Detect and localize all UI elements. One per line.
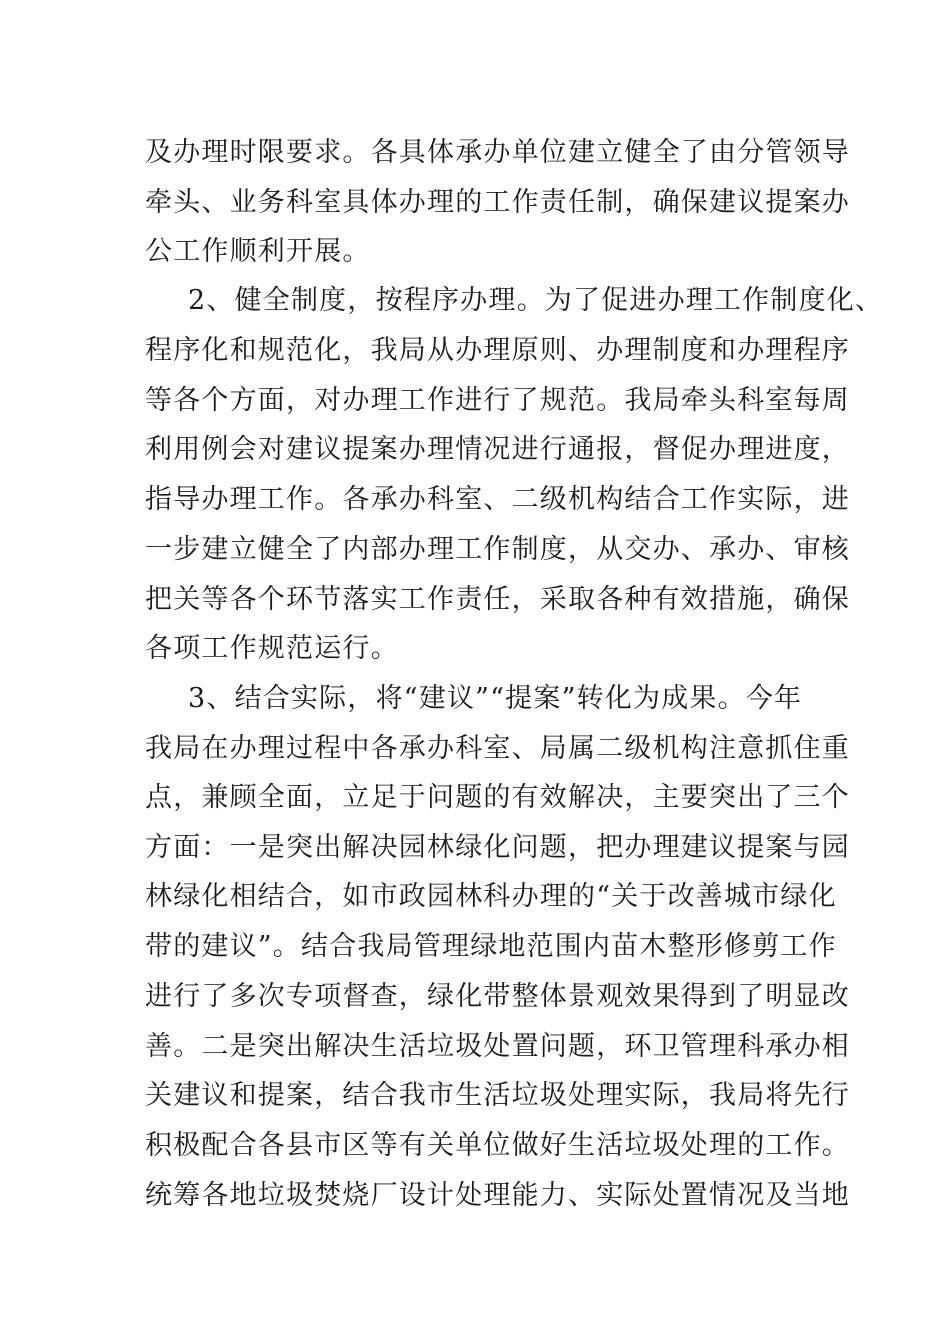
text-line: 利用例会对建议提案办理情况进行通报，督促办理进度， xyxy=(145,434,850,465)
text-line: 林绿化相结合，如市政园林科办理的“关于改善城市绿化 xyxy=(145,881,837,912)
text-line: 带的建议”。结合我局管理绿地范围内苗木整形修剪工作 xyxy=(145,931,837,962)
text-line: 等各个方面，对办理工作进行了规范。我局牵头科室每周 xyxy=(145,385,850,416)
text-line: 我局在办理过程中各承办科室、局属二级机构注意抓住重 xyxy=(145,733,850,764)
text-line: 积极配合各县市区等有关单位做好生活垃圾处理的工作。 xyxy=(145,1130,850,1161)
text-line: 一步建立健全了内部办理工作制度，从交办、承办、审核 xyxy=(145,534,850,565)
text-line: 2、健全制度，按程序办理。为了促进办理工作制度化、 xyxy=(188,285,884,316)
text-line: 把关等各个环节落实工作责任，采取各种有效措施，确保 xyxy=(145,584,850,615)
text-line: 及办理时限要求。各具体承办单位建立健全了由分管领导 xyxy=(145,137,850,168)
text-line: 关建议和提案，结合我市生活垃圾处理实际，我局将先行 xyxy=(145,1080,850,1111)
text-line: 公工作顺利开展。 xyxy=(145,236,371,267)
text-line: 牵头、业务科室具体办理的工作责任制，确保建议提案办 xyxy=(145,187,850,218)
text-line: 程序化和规范化，我局从办理原则、办理制度和办理程序 xyxy=(145,335,850,366)
text-line: 善。二是突出解决生活垃圾处置问题，环卫管理科承办相 xyxy=(145,1031,850,1062)
text-line: 各项工作规范运行。 xyxy=(145,633,399,664)
text-line: 点，兼顾全面，立足于问题的有效解决，主要突出了三个 xyxy=(145,782,850,813)
text-line: 3、结合实际，将“建议”“提案”转化为成果。今年 xyxy=(188,683,803,714)
text-line: 进行了多次专项督查，绿化带整体景观效果得到了明显改 xyxy=(145,981,850,1012)
text-line: 指导办理工作。各承办科室、二级机构结合工作实际，进 xyxy=(145,484,850,515)
text-line: 方面：一是突出解决园林绿化问题，把办理建议提案与园 xyxy=(145,832,850,863)
text-line: 统筹各地垃圾焚烧厂设计处理能力、实际处置情况及当地 xyxy=(145,1180,850,1211)
